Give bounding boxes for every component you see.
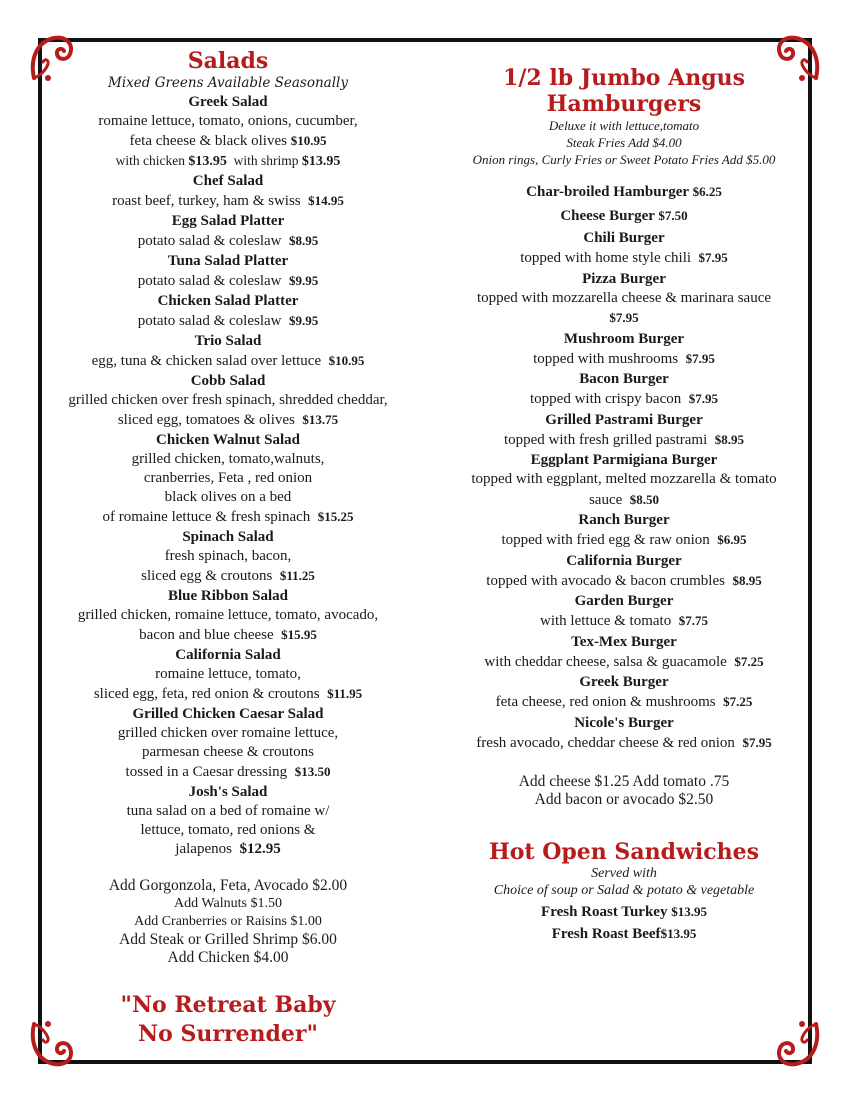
burger-price-line bbox=[446, 308, 802, 329]
burger-name: Grilled Pastrami Burger bbox=[545, 411, 703, 428]
chicken-salad-desc bbox=[48, 311, 408, 331]
burger-desc bbox=[446, 430, 802, 451]
burgers-subtitle: Deluxe it with lettuce,tomato bbox=[548, 118, 700, 133]
price: $14.95 bbox=[308, 193, 344, 208]
desc-line: topped with mushrooms bbox=[533, 350, 679, 367]
desc-line: topped with crispy bacon bbox=[530, 391, 682, 407]
tuna-salad-desc bbox=[48, 271, 408, 291]
price: $6.25 bbox=[692, 184, 722, 199]
price: $10.95 bbox=[328, 353, 365, 368]
burger-desc bbox=[446, 530, 802, 551]
desc-line: with lettuce & tomato bbox=[540, 613, 672, 629]
caesar-salad-desc: grilled chicken over romaine lettuce, bbox=[117, 725, 339, 741]
price: $13.95 bbox=[301, 154, 341, 169]
desc-line: with chicken bbox=[115, 153, 185, 168]
california-salad-desc: romaine lettuce, tomato, bbox=[155, 666, 301, 682]
burger-desc-2 bbox=[446, 490, 802, 511]
greek-salad-addons bbox=[48, 151, 408, 171]
blue-ribbon-salad-desc-2 bbox=[48, 625, 408, 645]
desc-line: potato salad & coleslaw bbox=[137, 273, 282, 289]
cobb-salad-desc: grilled chicken over fresh spinach, shredded cheddar, bbox=[68, 392, 388, 408]
desc-line: of romaine lettuce & fresh spinach bbox=[102, 509, 311, 525]
burger-desc bbox=[446, 349, 802, 370]
trio-salad-desc bbox=[48, 351, 408, 371]
desc-line: sauce bbox=[588, 491, 623, 508]
price: $7.25 bbox=[723, 694, 753, 709]
price: $15.95 bbox=[281, 627, 317, 642]
walnut-salad-desc: grilled chicken, tomato,walnuts, bbox=[131, 451, 325, 467]
burger-addon: Add bacon or avocado $2.50 bbox=[534, 791, 714, 808]
salad-addon: Add Chicken $4.00 bbox=[167, 949, 289, 966]
corner-flourish-icon bbox=[764, 1012, 824, 1072]
desc-line: bacon and blue cheese bbox=[139, 627, 274, 643]
walnut-salad-desc-3: black olives on a bed bbox=[164, 489, 292, 505]
salad-addon: Add Walnuts $1.50 bbox=[174, 896, 282, 911]
california-salad-name: California Salad bbox=[175, 647, 281, 663]
spinach-salad-desc: fresh spinach, bacon, bbox=[164, 548, 292, 564]
spinach-salad-name: Spinach Salad bbox=[182, 529, 274, 545]
desc-line: potato salad & coleslaw bbox=[137, 313, 282, 329]
burger-addon: Add cheese $1.25 Add tomato .75 bbox=[518, 773, 730, 790]
desc-line: sliced egg & croutons bbox=[141, 568, 273, 584]
desc-line: feta cheese, red onion & mushrooms bbox=[495, 694, 716, 710]
burger-desc bbox=[446, 692, 802, 713]
price: $7.75 bbox=[678, 613, 708, 628]
josh-salad-name: Josh's Salad bbox=[188, 784, 268, 800]
price: $8.95 bbox=[288, 233, 319, 248]
trio-salad-name: Trio Salad bbox=[194, 333, 262, 349]
burger-name: Char-broiled Hamburger bbox=[526, 184, 689, 200]
price: $13.50 bbox=[294, 764, 331, 779]
burger-desc bbox=[446, 389, 802, 410]
burger-name: Bacon Burger bbox=[579, 371, 669, 387]
caesar-salad-name: Grilled Chicken Caesar Salad bbox=[132, 706, 324, 722]
burger-desc bbox=[446, 611, 802, 632]
josh-salad-desc: tuna salad on a bed of romaine w/ bbox=[126, 803, 330, 819]
burger-name: California Burger bbox=[566, 552, 682, 569]
price: $11.25 bbox=[279, 568, 315, 583]
caesar-salad-desc-3 bbox=[48, 762, 408, 782]
price: $15.25 bbox=[317, 509, 354, 524]
desc-line: topped with home style chili bbox=[520, 250, 692, 266]
desc-line: egg, tuna & chicken salad over lettuce bbox=[91, 353, 322, 369]
josh-salad-desc-3 bbox=[48, 840, 408, 859]
desc-line: feta cheese & black olives bbox=[129, 133, 287, 149]
price: $7.50 bbox=[658, 208, 688, 223]
chef-salad-desc bbox=[48, 191, 408, 211]
desc-line: with cheddar cheese, salsa & guacamole bbox=[484, 653, 727, 670]
burger-name: Tex-Mex Burger bbox=[571, 633, 677, 650]
caesar-salad-desc-2: parmesan cheese & croutons bbox=[141, 744, 315, 760]
price: $7.95 bbox=[685, 350, 715, 366]
slogan bbox=[48, 991, 408, 1049]
josh-salad-desc-2: lettuce, tomato, red onions & bbox=[140, 822, 316, 838]
price: $7.95 bbox=[742, 734, 772, 750]
blue-ribbon-salad-name: Blue Ribbon Salad bbox=[167, 588, 289, 604]
sandwiches-subtitle: Choice of soup or Salad & potato & vegetable bbox=[493, 883, 755, 898]
cobb-salad-desc-2 bbox=[48, 410, 408, 430]
price: $7.95 bbox=[609, 310, 639, 325]
price: $13.75 bbox=[302, 412, 339, 427]
burgers-column bbox=[446, 65, 802, 944]
salads-title: Salads bbox=[187, 48, 269, 74]
burgers-title-2: Hamburgers bbox=[546, 91, 702, 117]
sandwich-item bbox=[446, 924, 802, 944]
price: $8.95 bbox=[732, 572, 762, 588]
burger-desc: topped with mozzarella cheese & marinara sauce bbox=[476, 289, 772, 306]
price: $7.95 bbox=[688, 391, 718, 406]
price: $7.25 bbox=[734, 653, 764, 669]
sandwich-name: Fresh Roast Turkey bbox=[541, 904, 668, 920]
price: $11.95 bbox=[327, 686, 363, 701]
chicken-salad-name: Chicken Salad Platter bbox=[157, 293, 299, 309]
desc-line: sliced egg, tomatoes & olives bbox=[117, 412, 295, 428]
tuna-salad-name: Tuna Salad Platter bbox=[167, 253, 289, 269]
sandwich-name: Fresh Roast Beef bbox=[551, 926, 661, 942]
california-salad-desc-2 bbox=[48, 684, 408, 704]
walnut-salad-desc-2: cranberries, Feta , red onion bbox=[143, 470, 313, 486]
desc-line: jalapenos bbox=[175, 841, 232, 857]
chef-salad-name: Chef Salad bbox=[192, 173, 264, 189]
burgers-subtitle: Steak Fries Add $4.00 bbox=[566, 135, 682, 150]
burger-name: Chili Burger bbox=[583, 230, 665, 246]
burger-name: Nicole's Burger bbox=[574, 714, 674, 731]
blue-ribbon-salad-desc: grilled chicken, romaine lettuce, tomato, avocado, bbox=[77, 607, 379, 623]
burger-item bbox=[446, 206, 802, 226]
price: $7.95 bbox=[698, 250, 728, 265]
walnut-salad-desc-4 bbox=[48, 507, 408, 527]
desc-line: topped with fried egg & raw onion bbox=[501, 532, 710, 548]
price: $10.95 bbox=[290, 133, 327, 148]
burger-item bbox=[446, 182, 802, 202]
desc-line: fresh avocado, cheddar cheese & red onion bbox=[476, 734, 735, 751]
burger-name: Cheese Burger bbox=[560, 208, 655, 224]
greek-salad-name: Greek Salad bbox=[188, 94, 268, 110]
burgers-subtitle: Onion rings, Curly Fries or Sweet Potato Fries Add $5.00 bbox=[472, 152, 776, 167]
cobb-salad-name: Cobb Salad bbox=[190, 373, 266, 389]
egg-salad-desc bbox=[48, 231, 408, 251]
salad-addon: Add Gorgonzola, Feta, Avocado $2.00 bbox=[108, 877, 348, 894]
salad-addon: Add Steak or Grilled Shrimp $6.00 bbox=[119, 931, 337, 948]
price: $13.95 bbox=[188, 154, 227, 169]
salads-subtitle: Mixed Greens Available Seasonally bbox=[108, 75, 348, 91]
burger-name: Garden Burger bbox=[574, 593, 674, 609]
sandwiches-title: Hot Open Sandwiches bbox=[488, 839, 760, 865]
price: $13.95 bbox=[671, 904, 707, 919]
burger-name: Greek Burger bbox=[579, 674, 669, 690]
desc-line: romaine lettuce, tomato, onions, cucumber, bbox=[98, 113, 358, 129]
burger-name: Eggplant Parmigiana Burger bbox=[530, 452, 718, 468]
greek-salad-desc-2 bbox=[48, 131, 408, 151]
desc-line: topped with fresh grilled pastrami bbox=[503, 431, 708, 448]
burger-desc: topped with eggplant, melted mozzarella & tomato bbox=[471, 471, 777, 487]
price: $9.95 bbox=[288, 273, 319, 288]
desc-line: potato salad & coleslaw bbox=[137, 233, 282, 249]
slogan-line: "No Retreat Baby bbox=[120, 992, 336, 1018]
salad-addon: Add Cranberries or Raisins $1.00 bbox=[134, 914, 322, 929]
greek-salad-desc bbox=[48, 112, 408, 131]
burger-desc bbox=[446, 571, 802, 592]
price: $12.95 bbox=[239, 841, 281, 857]
burger-name: Ranch Burger bbox=[578, 512, 670, 528]
sandwiches-subtitle: Served with bbox=[591, 866, 657, 881]
burger-name: Pizza Burger bbox=[582, 270, 666, 287]
desc-line: sliced egg, feta, red onion & croutons bbox=[93, 686, 320, 702]
walnut-salad-name: Chicken Walnut Salad bbox=[156, 432, 300, 448]
burger-desc bbox=[446, 248, 802, 269]
price: $13.95 bbox=[660, 926, 697, 941]
burger-desc bbox=[446, 733, 802, 754]
burger-name: Mushroom Burger bbox=[563, 330, 685, 347]
burger-desc bbox=[446, 652, 802, 673]
desc-line: topped with avocado & bacon crumbles bbox=[486, 572, 725, 589]
desc-line: with shrimp bbox=[233, 153, 299, 168]
desc-line: roast beef, turkey, ham & swiss bbox=[112, 193, 301, 209]
salads-column bbox=[48, 48, 408, 1049]
burgers-title: 1/2 lb Jumbo Angus bbox=[503, 65, 745, 91]
sandwich-item bbox=[446, 902, 802, 922]
price: $6.95 bbox=[717, 532, 747, 547]
price: $8.95 bbox=[714, 431, 745, 447]
desc-line: tossed in a Caesar dressing bbox=[125, 764, 288, 780]
price: $9.95 bbox=[288, 313, 319, 328]
spinach-salad-desc-2 bbox=[48, 566, 408, 586]
egg-salad-name: Egg Salad Platter bbox=[171, 213, 285, 229]
slogan-line: No Surrender" bbox=[138, 1021, 318, 1047]
price: $8.50 bbox=[629, 491, 660, 507]
